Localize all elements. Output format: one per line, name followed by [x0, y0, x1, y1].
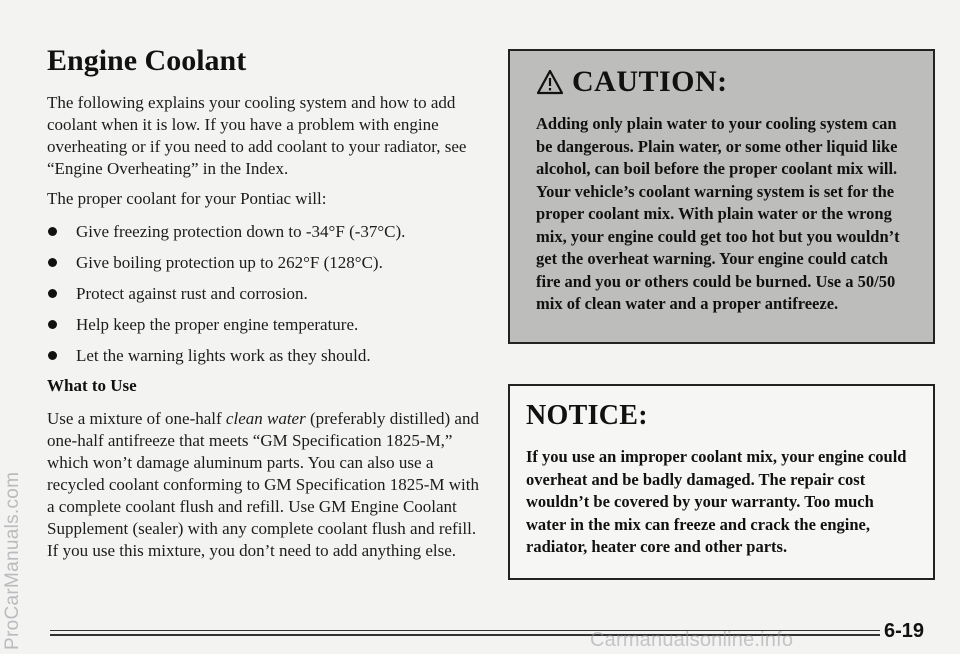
- what-to-use-heading: What to Use: [47, 376, 137, 395]
- page-title: Engine Coolant: [47, 44, 247, 77]
- list-item: Protect against rust and corrosion.: [47, 283, 487, 305]
- list-item: Let the warning lights work as they should.: [47, 345, 487, 367]
- bullet-icon: [48, 227, 57, 236]
- notice-text: If you use an improper coolant mix, your engine could overheat and be badly damaged. The repair cost wouldn’t be covered by your warranty. Too much water in the mix can freeze and crack the engine, radiator, heater core and other parts.: [526, 447, 907, 556]
- intro-paragraph: The following explains your cooling system and how to add coolant when it is low. If you have a problem with engine overheating or if you need to add coolant to your radiator, see “Engine Overheating” in the Index.: [47, 93, 467, 178]
- bullet-icon: [48, 351, 57, 360]
- coolant-benefits-list: [47, 221, 487, 367]
- bullet-icon: [48, 289, 57, 298]
- notice-title: NOTICE:: [526, 400, 648, 431]
- bottom-watermark: Carmanualsonline.info: [590, 629, 794, 651]
- notice-box: [508, 384, 935, 580]
- page-number: 6-19: [884, 620, 925, 642]
- caution-box: [508, 49, 935, 344]
- list-item: Give freezing protection down to -34°F (-37°C).: [47, 221, 487, 243]
- main-column: [47, 44, 487, 570]
- bullet-icon: [48, 258, 57, 267]
- caution-text: Adding only plain water to your cooling system can be dangerous. Plain water, or some other liquid like alcohol, can boil before the proper coolant mix will. Your vehicle’s coolant warning system is set for the proper coolant mix. With plain water or the wrong mix, your engine could get too hot but you wouldn’t get the overheat warning. Your engine could catch fire and you or others could be burned. Use a 50/50 mix of clean water and a proper antifreeze.: [536, 114, 900, 313]
- warning-triangle-icon: [536, 69, 564, 95]
- list-item: Give boiling protection up to 262°F (128°C).: [47, 252, 487, 274]
- what-to-use-paragraph: Use a mixture of one-half clean water (preferably distilled) and one-half antifreeze that meets “GM Specification 1825-M,” which won’t damage aluminum parts. You can also use a recycled coolant conforming to GM Specification 1825-M with a complete coolant flush and refill. Use GM Engine Coolant Supplement (sealer) with any complete coolant flush and refill. If you use this mixture, you don’t need to add anything else.: [47, 409, 479, 560]
- list-item: Help keep the proper engine temperature.: [47, 314, 487, 336]
- side-watermark: ProCarManuals.com: [2, 471, 23, 650]
- caution-title: CAUTION:: [572, 65, 728, 98]
- lead-paragraph: The proper coolant for your Pontiac will:: [47, 189, 327, 208]
- bullet-icon: [48, 320, 57, 329]
